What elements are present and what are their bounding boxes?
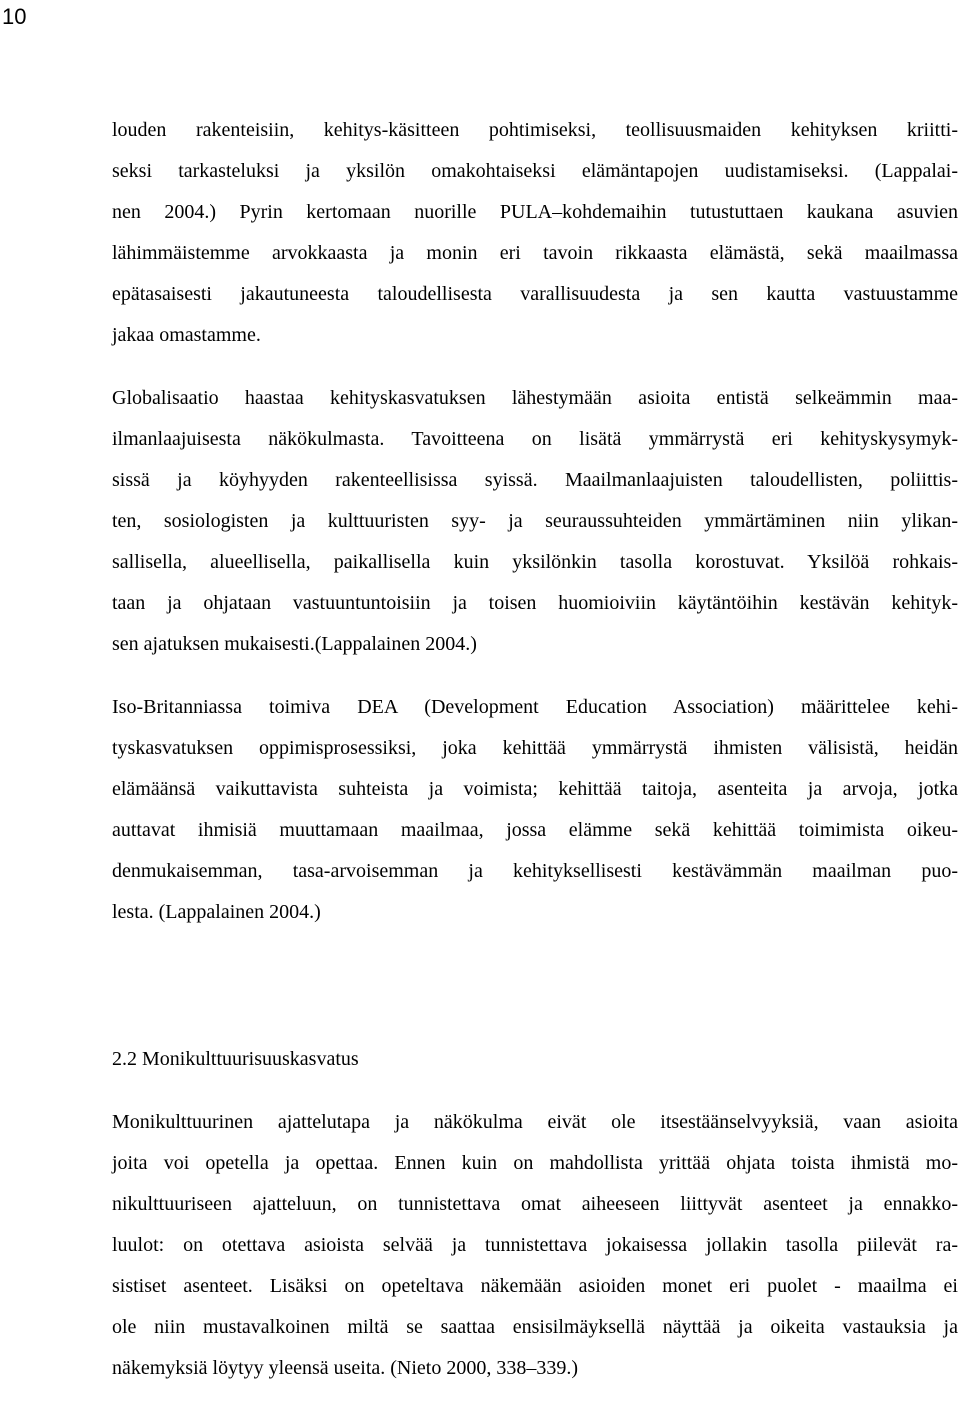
- document-body: [112, 110, 958, 1389]
- paragraph-1: [112, 110, 958, 356]
- text-line: epätasaisesti jakautuneesta taloudellisesta varallisuudesta ja sen kautta vastuustamme: [112, 283, 958, 305]
- paragraph-2: [112, 378, 958, 665]
- text-line: louden rakenteisiin, kehitys-käsitteen pohtimiseksi, teollisuusmaiden kehityksen kriitti-: [112, 119, 958, 141]
- text-line: Iso-Britanniassa toimiva DEA (Development Education Association) määrittelee kehi-: [112, 696, 958, 718]
- paragraph-3: [112, 687, 958, 933]
- text-line: ole niin mustavalkoinen miltä se saattaa ensisilmäyksellä näyttää ja oikeita vastauksia ja: [112, 1316, 958, 1338]
- text-line: sissä ja köyhyyden rakenteellisissa syissä. Maailmanlaajuisten taloudellisten, poliittis-: [112, 469, 958, 491]
- text-line: taan ja ohjataan vastuuntuntoisiin ja toisen huomioiviin käytäntöihin kestävän kehityk-: [112, 592, 958, 614]
- text-line: tyskasvatuksen oppimisprosessiksi, joka kehittää ymmärrystä ihmisten välisistä, heidän: [112, 737, 958, 759]
- text-line: sallisella, alueellisella, paikallisella kuin yksilönkin tasolla korostuvat. Yksilöä rohkais-: [112, 551, 958, 573]
- text-line: sistiset asenteet. Lisäksi on opeteltava näkemään asioiden monet eri puolet - maailma ei: [112, 1275, 958, 1297]
- text-line: denmukaisemman, tasa-arvoisemman ja kehityksellisesti kestävämmän maailman puo-: [112, 860, 958, 882]
- text-line: Globalisaatio haastaa kehityskasvatuksen lähestymään asioita entistä selkeämmin maa-: [112, 387, 958, 409]
- text-line: seksi tarkasteluksi ja yksilön omakohtaiseksi elämäntapojen uudistamiseksi. (Lappalai-: [112, 160, 958, 182]
- text-line: elämäänsä vaikuttavista suhteista ja voimista; kehittää taitoja, asenteita ja arvoja, jotka: [112, 778, 958, 800]
- text-line: nikulttuuriseen ajatteluun, on tunnistettava omat aiheeseen liittyvät asenteet ja ennakko-: [112, 1193, 958, 1215]
- text-line: sen ajatuksen mukaisesti.(Lappalainen 2004.): [112, 633, 477, 655]
- text-line: nen 2004.) Pyrin kertomaan nuorille PULA–kohdemaihin tutustuttaen kaukana asuvien: [112, 201, 958, 223]
- text-line: jakaa omastamme.: [112, 324, 261, 346]
- text-line: auttavat ihmisiä muuttamaan maailmaa, jossa elämme sekä kehittää toimimista oikeu-: [112, 819, 958, 841]
- paragraph-section: [112, 1102, 958, 1389]
- page-number: 10: [2, 4, 27, 29]
- text-line: ten, sosiologisten ja kulttuuristen syy- ja seuraussuhteiden ymmärtäminen niin ylikan-: [112, 510, 958, 532]
- text-line: näkemyksiä löytyy yleensä useita. (Nieto 2000, 338–339.): [112, 1357, 579, 1379]
- text-line: joita voi opetella ja opettaa. Ennen kuin on mahdollista yrittää ohjata toista ihmistä mo-: [112, 1152, 958, 1174]
- text-line: Monikulttuurinen ajattelutapa ja näkökulma eivät ole itsestäänselvyyksiä, vaan asioita: [112, 1111, 958, 1133]
- text-line: luulot: on otettava asioista selvää ja tunnistettava jokaisessa jollakin tasolla piilevät ra-: [112, 1234, 958, 1256]
- text-line: lähimmäistemme arvokkaasta ja monin eri tavoin rikkaasta elämästä, sekä maailmassa: [112, 242, 958, 264]
- section-heading: 2.2 Monikulttuurisuuskasvatus: [112, 1048, 359, 1070]
- text-line: ilmanlaajuisesta näkökulmasta. Tavoitteena on lisätä ymmärrystä eri kehityskysymyk-: [112, 428, 958, 450]
- text-line: lesta. (Lappalainen 2004.): [112, 901, 321, 923]
